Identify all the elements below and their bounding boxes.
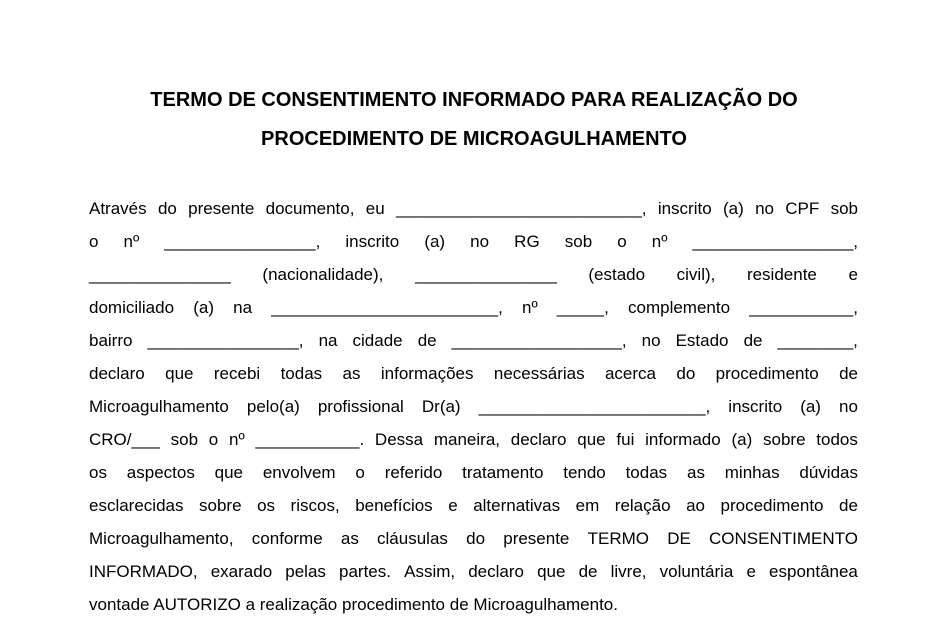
body-word: ao [686,496,705,515]
body-word: todos [816,430,858,449]
body-word: (a) [722,199,744,218]
body-word: ________________, [147,331,304,350]
body-word: do [466,529,486,548]
body-word: acerca [604,364,656,383]
body-word: do [676,364,696,383]
document-title-line-2: PROCEDIMENTO DE MICROAGULHAMENTO [261,128,687,150]
body-word: partes. [339,562,391,581]
body-word: complemento [628,298,731,317]
body-word: declaro [468,562,524,581]
body-word: nº [651,232,668,251]
body-word: ________________, [164,232,321,251]
body-word: Assim, [404,562,456,581]
body-word: _______________ [414,265,557,284]
body-word: DE [667,529,691,548]
body-word: profissional [317,397,404,416]
body-word: informado [645,430,721,449]
body-word: procedimento [720,496,824,515]
body-word: que [537,562,566,581]
body-word: RG [514,232,540,251]
body-word: o [355,463,365,482]
body-word: Dr(a) [421,397,461,416]
body-word: as [342,364,361,383]
body-word: ________________________, [478,397,711,416]
body-line [89,298,858,318]
body-word: declaro [510,430,567,449]
body-word: cláusulas [377,529,448,548]
body-word: de [449,595,469,614]
body-word: pelas [285,562,326,581]
body-word: sob [170,430,199,449]
body-word: benefícios [355,496,433,515]
body-word: todas [280,364,323,383]
body-word: cidade [352,331,403,350]
body-word: AUTORIZO [153,595,241,614]
body-word: de [743,331,763,350]
body-word: (a) [193,298,214,317]
body-word: pelo(a) [246,397,300,416]
body-word: que [214,463,244,482]
body-line [89,265,858,285]
body-word: domiciliado [89,298,175,317]
body-word: nº [522,298,538,317]
body-word: sobre [199,496,242,515]
body-word: conforme [251,529,323,548]
body-word: os [257,496,276,515]
body-word: inscrito [728,397,783,416]
body-word: Dessa [374,430,424,449]
body-word: espontânea [769,562,858,581]
body-word: exarado [210,562,273,581]
body-word: ___________, [749,298,858,317]
body-word: voluntária [659,562,734,581]
body-word: TERMO [587,529,649,548]
body-word: o [89,232,99,251]
body-word: civil), [676,265,716,284]
body-word: sob [830,199,858,218]
body-word: Através [89,199,147,218]
body-word: na [233,298,253,317]
body-word: residente [746,265,817,284]
body-line [89,397,858,417]
body-word: esclarecidas [89,496,184,515]
body-word: maneira, [433,430,500,449]
body-word: aspectos [126,463,195,482]
body-line [89,430,858,450]
body-word: inscrito [345,232,400,251]
body-word: ________________________, [271,298,503,317]
body-line [89,595,858,615]
body-word: alternativas [473,496,561,515]
body-word: relação [614,496,671,515]
body-word: presente [503,529,570,548]
body-word: documento, [265,199,355,218]
body-word: riscos, [290,496,340,515]
body-word: fui [616,430,635,449]
body-word: que [165,364,194,383]
body-word: de [417,331,437,350]
body-word: Microagulhamento [89,397,229,416]
body-word: necessárias [493,364,585,383]
body-word: presente [188,199,255,218]
body-word: do [157,199,177,218]
body-word: em [575,496,600,515]
body-line [89,496,858,516]
body-word: os [89,463,107,482]
body-word: no [641,331,661,350]
body-line [89,331,858,351]
body-word: _______________ [89,265,231,284]
body-word: Estado [675,331,729,350]
body-word: e [848,265,858,284]
body-word: tratamento [462,463,544,482]
body-word: que [577,430,606,449]
body-word: dúvidas [799,463,858,482]
body-word: na [318,331,338,350]
body-word: eu [365,199,385,218]
body-word: sob [564,232,593,251]
body-word: minhas [724,463,780,482]
body-word: as [340,529,359,548]
body-word: ___________. [255,430,365,449]
body-word: CPF [785,199,820,218]
body-word: (nacionalidade), [262,265,384,284]
body-word: livre, [610,562,647,581]
body-word: envolvem [262,463,336,482]
body-word: de [578,562,598,581]
body-word: no [755,199,774,218]
body-word: e [746,562,756,581]
body-word: de [839,364,858,383]
body-word: referido [384,463,443,482]
body-word: vontade [89,595,150,614]
body-word: a [245,595,256,614]
body-word: realização [259,595,338,614]
body-word: nº [123,232,140,251]
body-word: no [839,397,858,416]
body-word: tendo [563,463,606,482]
body-line [89,199,858,219]
body-word: ________, [777,331,858,350]
body-word: recebi [213,364,261,383]
body-word: _________________, [692,232,858,251]
body-word: __________________________, [395,199,647,218]
body-word: procedimento [342,595,446,614]
body-word: de [839,496,858,515]
body-word: informações [380,364,474,383]
body-line [89,562,858,582]
body-line [89,463,858,483]
body-word: Microagulhamento. [473,595,618,614]
body-word: o [208,430,219,449]
body-word: Microagulhamento, [89,529,234,548]
body-word: declaro [89,364,145,383]
body-word: _____, [556,298,609,317]
body-word: e [448,496,458,515]
body-line [89,364,858,384]
body-line [89,529,858,549]
body-word: __________________, [451,331,627,350]
body-word: no [470,232,490,251]
body-word: o [617,232,627,251]
body-word: (a) [800,397,821,416]
body-word: as [686,463,705,482]
document-title-line-1: TERMO DE CONSENTIMENTO INFORMADO PARA REALIZAÇÃO DO [150,89,798,111]
body-word: sobre [763,430,806,449]
body-word: procedimento [715,364,819,383]
body-word: CRO/___ [89,430,160,449]
body-line [89,232,858,252]
body-word: nº [229,430,245,449]
body-word: todas [625,463,668,482]
body-word: INFORMADO, [89,562,198,581]
body-word: (a) [731,430,753,449]
body-word: (a) [424,232,446,251]
body-word: bairro [89,331,133,350]
body-word: CONSENTIMENTO [709,529,858,548]
body-word: inscrito [657,199,712,218]
body-word: (estado [588,265,646,284]
